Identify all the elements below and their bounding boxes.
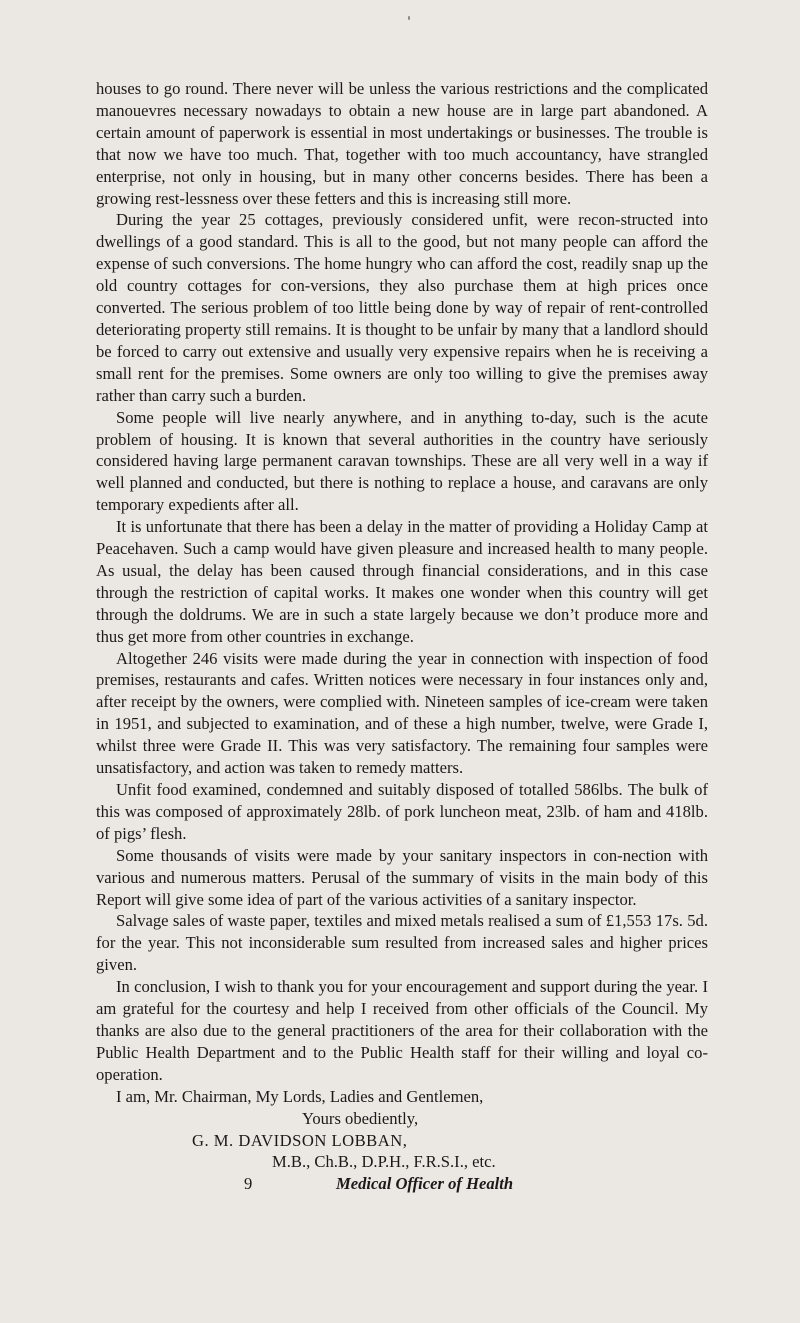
closing-valediction: Yours obediently, (302, 1108, 419, 1128)
document-page (96, 78, 708, 1195)
page-number: 9 (244, 1174, 253, 1194)
signatory-name: G. M. DAVIDSON LOBBAN, (192, 1130, 408, 1150)
paragraph-holiday-camp: It is unfortunate that there has been a delay in the matter of providing a Holiday Camp at Peacehaven. Such a camp would have given pleasure and increased health to many people. As usual, the delay has been caused through financial considerations, and in this case through the restriction of capital works. It makes one wonder when this country will get through the doldrums. We are in such a state largely because we don’t produce more and thus get more from other countries in exchange. (96, 517, 708, 646)
paragraph-housing-restrictions: houses to go round. There never will be unless the various restrictions and the complicated manouevres necessary nowadays to obtain a new house are in large part abandoned. A certain amount of paperwork is essential in most undertakings or businesses. The trouble is that now we have too much. That, together with too much accountancy, have strangled enterprise, not only in housing, but in many other concerns besides. There has been a growing rest-lessness over these fetters and this is increasing still more. (96, 79, 708, 208)
paragraph-cottage-conversions: During the year 25 cottages, previously considered unfit, were recon-structed into dwellings of a good standard. This is all to the good, but not many people can afford the expense of such conversions. The home hungry who can afford the cost, readily snap up the old country cottages for con-versions, they also purchase them at high prices once converted. The serious problem of too little being done by way of repair of rent-controlled deteriorating property still remains. It is thought to be unfair by many that a landlord should be forced to carry out extensive and usually very expensive repairs when he is receiving a small rent for the premises. Some owners are only too willing to give the premises away rather than carry such a burden. (96, 210, 708, 405)
paragraph-salvage-sales: Salvage sales of waste paper, textiles and mixed metals realised a sum of £1,553 17s. 5d. for the year. This not inconsiderable sum resulted from increased sales and higher prices given. (96, 911, 708, 975)
paper-speck (408, 16, 410, 20)
closing-salutation: I am, Mr. Chairman, My Lords, Ladies and Gentlemen, (116, 1086, 484, 1106)
signatory-title: Medical Officer of Health (336, 1174, 514, 1194)
paragraph-caravans: Some people will live nearly anywhere, and in anything to-day, such is the acute problem of housing. It is known that several authorities in the country have seriously considered having large permanent caravan townships. These are all very well in a way if well planned and conducted, but there is nothing to replace a house, and caravans are only temporary expedients after all. (96, 407, 708, 515)
paragraph-sanitary-visits: Some thousands of visits were made by your sanitary inspectors in con-nection with various and numerous matters. Perusal of the summary of visits in the main body of this Report will give some idea of part of the various activities of a sanitary inspector. (96, 845, 708, 909)
signatory-qualifications: M.B., Ch.B., D.P.H., F.R.S.I., etc. (272, 1152, 496, 1172)
page-footer (96, 1173, 708, 1195)
paragraph-food-inspection: Altogether 246 visits were made during the year in connection with inspection of food premises, restaurants and cafes. Written notices were necessary in four instances only and, after receipt by the owners, were complied with. Nineteen samples of ice-cream were taken in 1951, and subjected to examination, and of these a high number, twelve, were Grade I, whilst three were Grade II. This was very satisfactory. The remaining four samples were unsatisfactory, and action was taken to remedy matters. (96, 648, 708, 778)
paragraph-conclusion: In conclusion, I wish to thank you for your encouragement and support during the year. I am grateful for the courtesy and help I received from other officials of the Council. My thanks are also due to the general practitioners of the area for their collaboration with the Public Health Department and to the Public Health staff for their willing and loyal co-operation. (96, 977, 708, 1084)
paragraph-unfit-food: Unfit food examined, condemned and suitably disposed of totalled 586lbs. The bulk of this was composed of approximately 28lb. of pork luncheon meat, 23lb. of ham and 418lb. of pigs’ flesh. (96, 780, 708, 843)
